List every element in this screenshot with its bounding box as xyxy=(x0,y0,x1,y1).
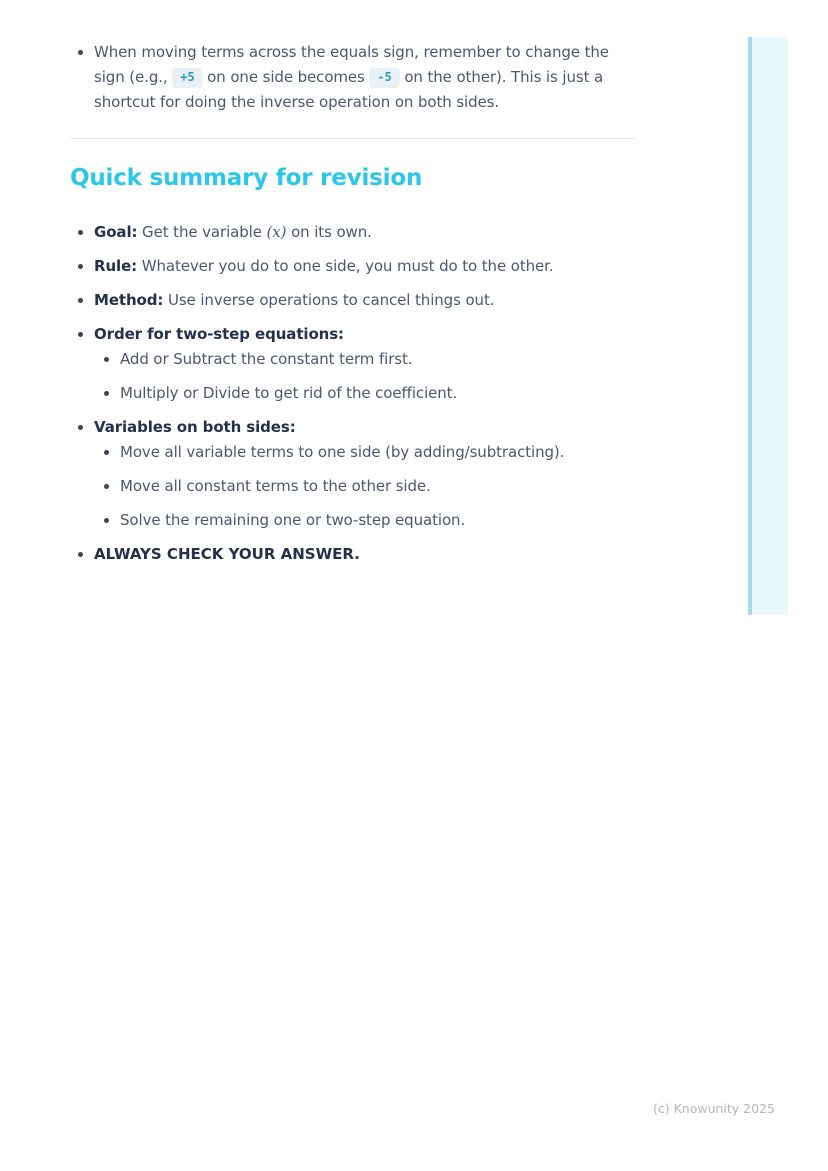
summary-list xyxy=(70,220,636,567)
sub-item-text: Move all variable terms to one side (by adding/subtracting). xyxy=(120,443,565,461)
item-label: Goal: xyxy=(94,223,138,241)
list-item-text xyxy=(94,415,636,440)
item-label: Order for two-step equations: xyxy=(94,325,344,343)
code-chip-plus-five: +5 xyxy=(172,68,202,88)
bullet-dot xyxy=(104,518,109,523)
document-content xyxy=(70,40,636,576)
note-text-segment: When moving terms across the equals sign, remember to change the sign (e.g., xyxy=(94,43,609,86)
copyright-footer: (c) Knowunity 2025 xyxy=(653,1101,775,1116)
list-item-text xyxy=(94,220,636,245)
bullet-dot xyxy=(78,298,83,303)
bullet-dot xyxy=(78,552,83,557)
sub-list xyxy=(94,347,636,406)
math-variable-x: (x) xyxy=(266,223,287,241)
sub-list xyxy=(94,440,636,533)
list-item xyxy=(70,415,636,533)
list-item xyxy=(70,220,636,245)
sub-list-item xyxy=(94,440,636,465)
item-text: on its own. xyxy=(286,223,372,241)
sub-list-item xyxy=(94,381,636,406)
bullet-dot xyxy=(78,50,83,55)
sub-item-text: Solve the remaining one or two-step equation. xyxy=(120,511,466,529)
code-chip-minus-five: -5 xyxy=(369,68,399,88)
bullet-dot xyxy=(104,450,109,455)
note-text-segment: on one side becomes xyxy=(202,68,370,86)
note-paragraph xyxy=(94,40,616,115)
list-item xyxy=(70,542,636,567)
sub-item-text: Move all constant terms to the other side. xyxy=(120,477,431,495)
bullet-dot xyxy=(78,332,83,337)
note-list-item xyxy=(70,40,636,115)
bullet-dot xyxy=(78,425,83,430)
list-item xyxy=(70,254,636,279)
list-item-text xyxy=(94,288,636,313)
bullet-dot xyxy=(104,484,109,489)
bullet-dot xyxy=(104,357,109,362)
bullet-dot xyxy=(78,230,83,235)
sub-list-item xyxy=(94,508,636,533)
sub-item-text: Add or Subtract the constant term first. xyxy=(120,350,413,368)
section-divider xyxy=(70,138,636,139)
bullet-dot xyxy=(78,264,83,269)
list-item-text xyxy=(94,542,636,567)
bullet-dot xyxy=(104,391,109,396)
item-text: Whatever you do to one side, you must do to the other. xyxy=(137,257,554,275)
list-item-text xyxy=(94,254,636,279)
list-item-text xyxy=(94,322,636,347)
sub-item-text: Multiply or Divide to get rid of the coefficient. xyxy=(120,384,458,402)
list-item xyxy=(70,322,636,406)
item-text: Get the variable xyxy=(137,223,267,241)
section-heading: Quick summary for revision xyxy=(70,165,423,191)
item-text: Use inverse operations to cancel things out. xyxy=(163,291,495,309)
sub-list-item xyxy=(94,474,636,499)
sub-list-item xyxy=(94,347,636,372)
note-text-segment: on the other). This is just a shortcut for doing the inverse operation on both sides. xyxy=(94,68,604,111)
item-label: Method: xyxy=(94,291,164,309)
page-highlight-strip xyxy=(748,37,788,615)
list-item xyxy=(70,288,636,313)
item-label: Rule: xyxy=(94,257,138,275)
item-label: Variables on both sides: xyxy=(94,418,296,436)
item-label: ALWAYS CHECK YOUR ANSWER. xyxy=(94,545,360,563)
